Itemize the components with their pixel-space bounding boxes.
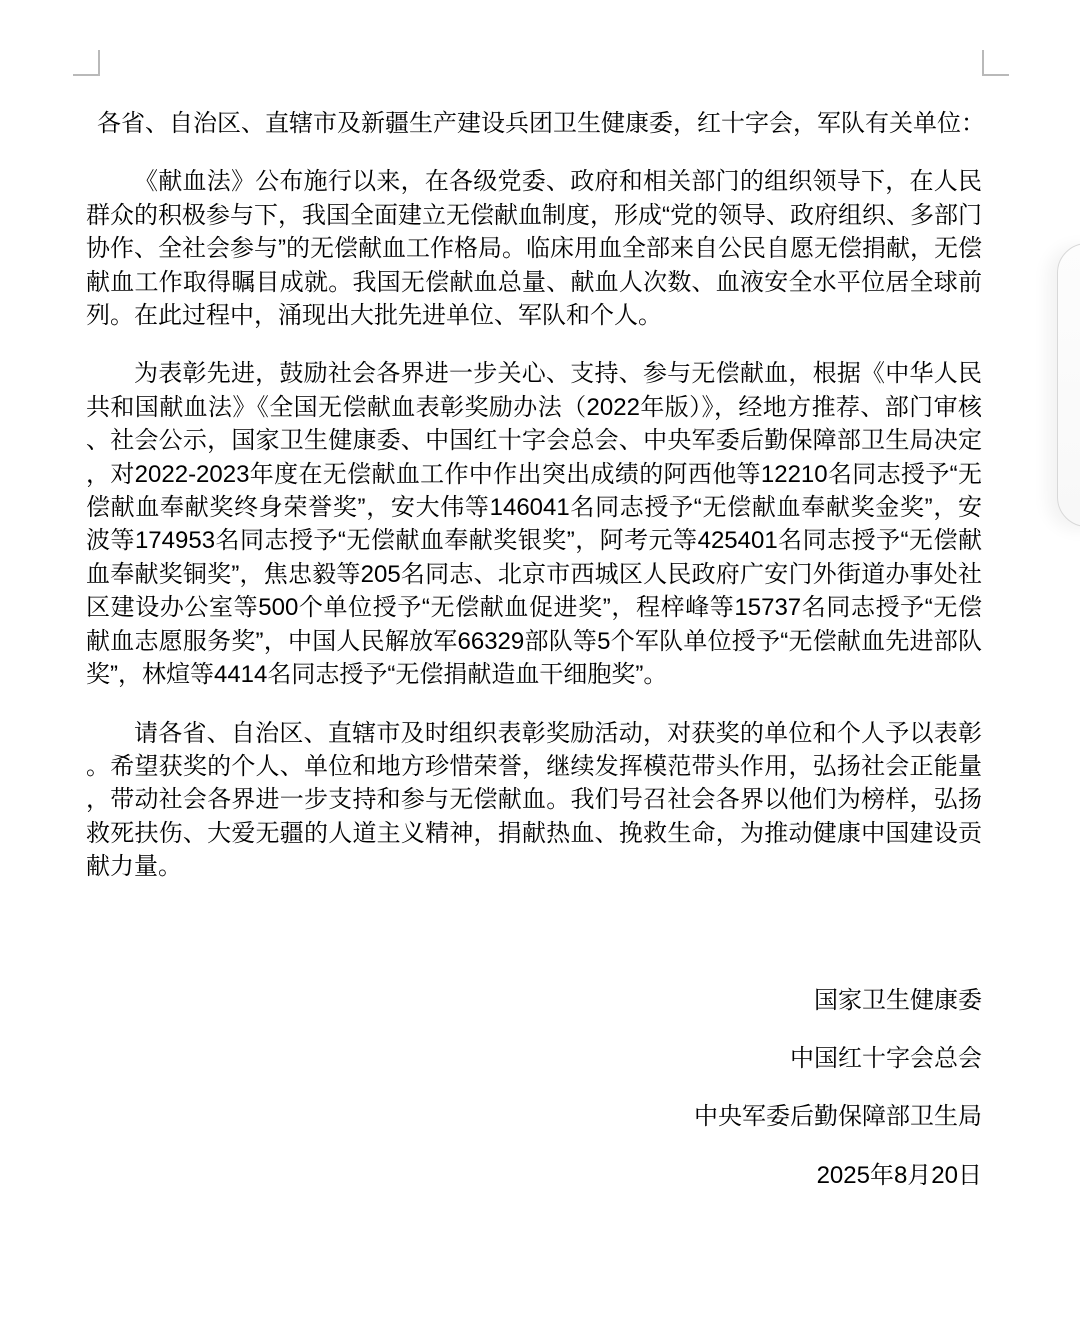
notice-paragraph-1: 《献血法》公布施行以来，在各级党委、政府和相关部门的组织领导下，在人民群众的积极参与下，我国全面建立无偿献血制度，形成“党的领导、政府组织、多部门协作、全社会参与”的无偿献血工作格局。临床用血全部来自公民自愿无偿捐献，无偿献血工作取得瞩目成就。我国无偿献血总量、献血人次数、血液安全水平位居全球前列。在此过程中，涌现出大批先进单位、军队和个人。 [86,168,982,330]
signature-line-2: 中国红十字会总会 [790,1044,982,1072]
notice-paragraph-3: 请各省、自治区、直辖市及时组织表彰奖励活动，对获奖的单位和个人予以表彰。希望获奖的个人、单位和地方珍惜荣誉，继续发挥模范带头作用，弘扬社会正能量，带动社会各界进一步支持和参与无偿献血。我们号召社会各界以他们为榜样，弘扬救死扶伤、大爱无疆的人道主义精神，捐献热血、挽救生命，为推动健康中国建设贡献力量。 [86,719,982,881]
signature-block [86,984,982,1193]
signature-line-1: 国家卫生健康委 [814,986,982,1014]
salutation: 各省、自治区、直辖市及新疆生产建设兵团卫生健康委，红十字会，军队有关单位： [97,110,985,137]
corner-crop-mark-right-icon [982,50,1009,76]
notice-date: 2025年8月20日 [816,1161,982,1189]
floating-scrollbar-thumb[interactable] [1057,243,1080,527]
signature-line-3: 中央军委后勤保障部卫生局 [694,1103,982,1131]
corner-crop-mark-left-icon [73,50,100,76]
document-body [86,107,985,1192]
notice-paragraph-2: 为表彰先进，鼓励社会各界进一步关心、支持、参与无偿献血，根据《中华人民共和国献血法》《全国无偿献血表彰奖励办法（2022年版）》，经地方推荐、部门审核、社会公示，国家卫生健康委、中国红十字会总会、中央军委后勤保障部卫生局决定，对2022-2023年度在无偿献血工作中作出突出成绩的阿西他等12210名同志授予“无偿献血奉献奖终身荣誉奖”，安大伟等146041名同志授予“无偿献血奉献奖金奖”，安波等174953名同志授予“无偿献血奉献奖银奖”，阿考元等425401名同志授予“无偿献血奉献奖铜奖”，焦忠毅等205名同志、北京市西城区人民政府广安门外街道办事处社区建设办公室等500个单位授予“无偿献血促进奖”，程梓峰等15737名同志授予“无偿献血志愿服务奖”，中国人民解放军66329部队等5个军队单位授予“无偿献血先进部队奖”，林煊等4414名同志授予“无偿捐献造血干细胞奖”。 [86,360,982,689]
